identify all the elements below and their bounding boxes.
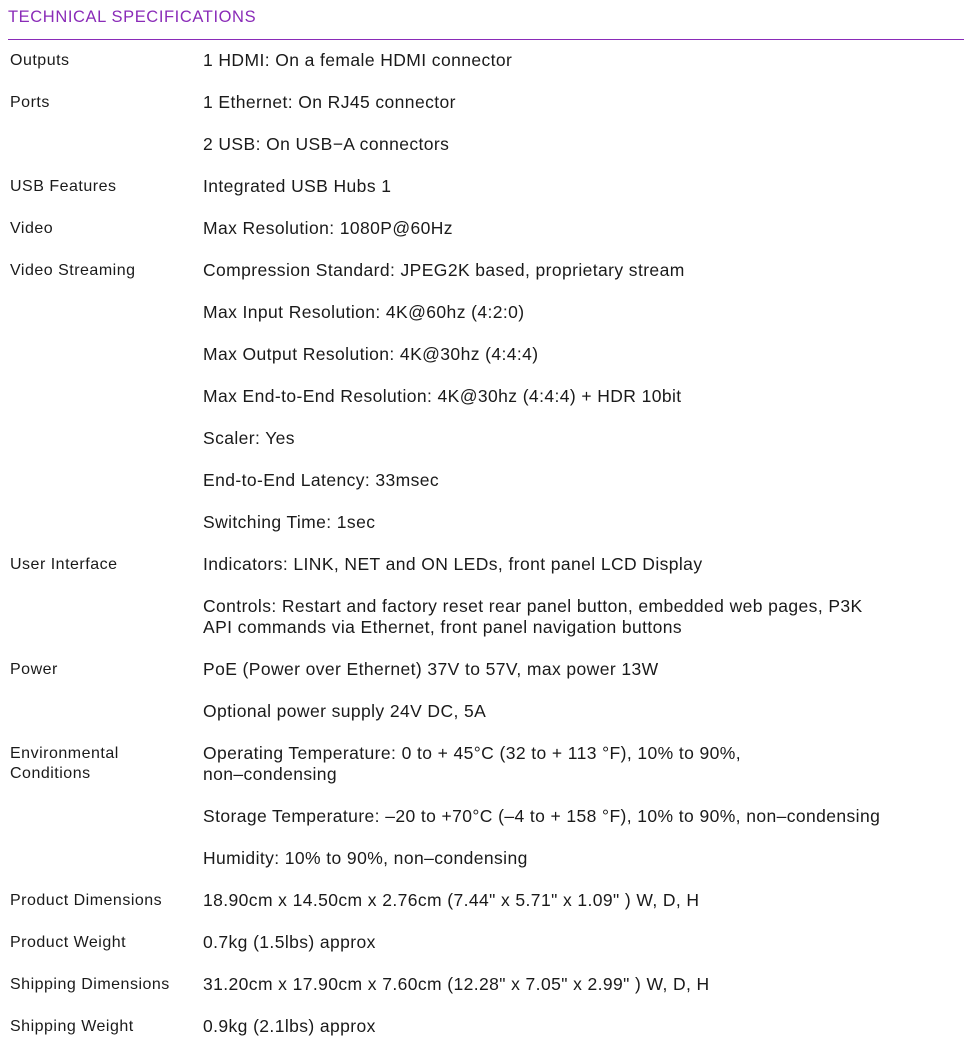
spec-values [192, 932, 978, 974]
spec-values [192, 890, 978, 932]
spec-value: Humidity: 10% to 90%, non–condensing [203, 848, 528, 868]
spec-label: Shipping Weight [10, 1018, 134, 1035]
spec-values [192, 1016, 978, 1058]
spec-row [0, 974, 978, 1016]
spec-value: Integrated USB Hubs 1 [203, 176, 392, 196]
spec-label: USB Features [10, 178, 117, 195]
spec-row [0, 932, 978, 974]
spec-value: 0.9kg (2.1lbs) approx [203, 1016, 376, 1036]
spec-value: PoE (Power over Ethernet) 37V to 57V, max power 13W [203, 659, 659, 679]
spec-value: Max Output Resolution: 4K@30hz (4:4:4) [203, 344, 539, 364]
spec-value: Max Resolution: 1080P@60Hz [203, 218, 453, 238]
spec-values [192, 50, 978, 92]
spec-label: Product Dimensions [10, 892, 163, 909]
spec-values [192, 659, 978, 743]
spec-value: 18.90cm x 14.50cm x 2.76cm (7.44" x 5.71" x 1.09" ) W, D, H [203, 890, 700, 910]
spec-label: User Interface [10, 556, 118, 573]
spec-row [0, 218, 978, 260]
spec-value: 0.7kg (1.5lbs) approx [203, 932, 376, 952]
spec-label: Video Streaming [10, 262, 136, 279]
spec-row [0, 659, 978, 743]
heading-divider [8, 39, 964, 40]
spec-row [0, 743, 978, 890]
spec-label: Product Weight [10, 934, 127, 951]
spec-value: 1 HDMI: On a female HDMI connector [203, 50, 513, 70]
spec-row [0, 1016, 978, 1058]
spec-value: Switching Time: 1sec [203, 512, 376, 532]
spec-value: 31.20cm x 17.90cm x 7.60cm (12.28" x 7.05" x 2.99" ) W, D, H [203, 974, 710, 994]
spec-value: Optional power supply 24V DC, 5A [203, 701, 487, 721]
spec-values [192, 92, 978, 176]
spec-label: Ports [10, 94, 50, 111]
spec-value: Controls: Restart and factory reset rear panel button, embedded web pages, P3K API commands via Ethernet, front panel navigation buttons [203, 596, 863, 637]
spec-values [192, 743, 978, 890]
spec-values [192, 260, 978, 554]
spec-values [192, 554, 978, 659]
spec-label: Power [10, 661, 58, 678]
spec-value: 2 USB: On USB−A connectors [203, 134, 450, 154]
spec-value: 1 Ethernet: On RJ45 connector [203, 92, 456, 112]
spec-table [0, 50, 978, 1058]
spec-value: Indicators: LINK, NET and ON LEDs, front panel LCD Display [203, 554, 703, 574]
spec-values [192, 218, 978, 260]
spec-row [0, 260, 978, 554]
spec-label: Shipping Dimensions [10, 976, 170, 993]
spec-values [192, 974, 978, 1016]
spec-row [0, 890, 978, 932]
section-heading: TECHNICAL SPECIFICATIONS [8, 8, 257, 26]
spec-value: Operating Temperature: 0 to + 45°C (32 to + 113 °F), 10% to 90%, non–condensing [203, 743, 741, 784]
spec-value: Scaler: Yes [203, 428, 295, 448]
spec-row [0, 176, 978, 218]
spec-row [0, 92, 978, 176]
spec-value: End-to-End Latency: 33msec [203, 470, 440, 490]
spec-values [192, 176, 978, 218]
spec-label: Outputs [10, 52, 70, 69]
spec-value: Storage Temperature: –20 to +70°C (–4 to + 158 °F), 10% to 90%, non–condensing [203, 806, 881, 826]
spec-value: Max Input Resolution: 4K@60hz (4:2:0) [203, 302, 525, 322]
spec-label: Environmental Conditions [10, 745, 119, 782]
spec-value: Max End-to-End Resolution: 4K@30hz (4:4:4) + HDR 10bit [203, 386, 682, 406]
spec-value: Compression Standard: JPEG2K based, proprietary stream [203, 260, 685, 280]
spec-row [0, 50, 978, 92]
spec-row [0, 554, 978, 659]
spec-label: Video [10, 220, 54, 237]
